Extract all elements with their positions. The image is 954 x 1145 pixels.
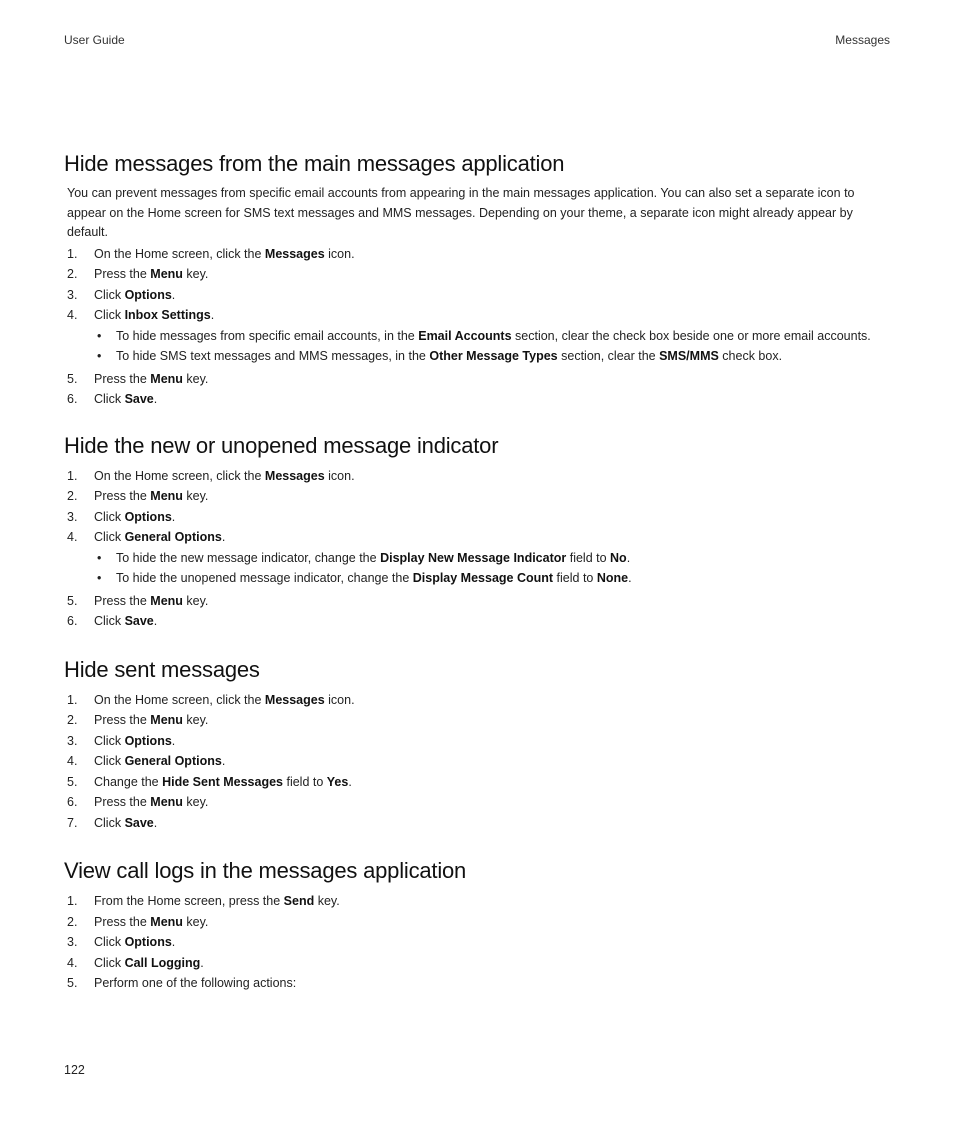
- header-guide-title: User Guide: [64, 33, 125, 47]
- step-text: Click: [94, 754, 125, 768]
- bullet-list: [94, 548, 892, 589]
- step-text: .: [348, 774, 352, 789]
- bullet-marker: •: [97, 571, 102, 585]
- step-text: .: [210, 308, 215, 322]
- step-keyword: Hide Sent Messages: [162, 774, 283, 789]
- bullet-text: field to: [553, 571, 597, 585]
- step-number: 4.: [67, 754, 78, 768]
- step-text: .: [171, 287, 176, 302]
- step-number: 1.: [67, 692, 78, 707]
- step-number: 4.: [67, 955, 78, 970]
- bullet-keyword: Other Message Types: [429, 349, 558, 363]
- step-keyword: Messages: [264, 692, 325, 707]
- step-text: .: [153, 614, 158, 628]
- step-text: Press the: [94, 914, 151, 929]
- step-text: Press the: [94, 371, 151, 386]
- step-item: [64, 953, 892, 974]
- step-text: icon.: [324, 246, 355, 261]
- step-text: icon.: [324, 468, 355, 483]
- step-number: 3.: [67, 509, 78, 524]
- step-number: 2.: [67, 489, 78, 503]
- step-text: Click: [94, 308, 125, 322]
- step-number: 4.: [67, 530, 78, 544]
- step-keyword: Options: [124, 935, 172, 949]
- section-hide-sent: [64, 656, 892, 834]
- bullet-keyword: SMS/MMS: [659, 349, 719, 363]
- step-text: Click: [94, 815, 125, 830]
- step-text: Click: [94, 287, 125, 302]
- step-item: [64, 772, 892, 793]
- step-text: field to: [283, 774, 327, 789]
- bullet-text: section, clear the: [557, 349, 660, 363]
- step-text: On the Home screen, click the: [94, 692, 265, 707]
- steps-list: [64, 891, 892, 994]
- step-text: Press the: [94, 795, 151, 809]
- bullet-item: [94, 568, 892, 589]
- step-number: 5.: [67, 371, 78, 386]
- step-keyword: Save: [124, 392, 154, 406]
- step-text: Click: [94, 530, 125, 544]
- section-heading: Hide sent messages: [64, 656, 260, 682]
- step-text: Press the: [94, 593, 151, 608]
- step-text: key.: [182, 267, 209, 281]
- step-number: 6.: [67, 614, 78, 628]
- step-keyword: Options: [124, 733, 172, 748]
- step-item: [64, 751, 892, 772]
- step-number: 5.: [67, 976, 78, 990]
- bullet-list: [94, 326, 892, 367]
- step-number: 4.: [67, 308, 78, 322]
- step-item: [64, 507, 892, 528]
- page-header: [64, 33, 890, 49]
- bullet-marker: •: [97, 550, 102, 565]
- step-keyword: Menu: [150, 371, 183, 386]
- section-heading: Hide messages from the main messages application: [64, 151, 565, 176]
- step-number: 5.: [67, 593, 78, 608]
- step-item: [64, 285, 892, 306]
- step-text: key.: [314, 894, 340, 908]
- step-text: key.: [182, 371, 209, 386]
- step-item: [64, 466, 892, 487]
- bullet-item: [94, 548, 892, 569]
- step-keyword: Menu: [150, 795, 183, 809]
- section-view-call-logs: [64, 857, 892, 994]
- step-item: [64, 891, 892, 912]
- bullet-marker: •: [97, 349, 102, 363]
- bullet-marker: •: [97, 328, 102, 343]
- step-keyword: Inbox Settings: [124, 308, 211, 322]
- step-item: [64, 369, 892, 390]
- step-keyword: General Options: [124, 530, 222, 544]
- step-text: .: [200, 955, 204, 970]
- step-item: [64, 244, 892, 265]
- bullet-item: [94, 326, 892, 347]
- step-keyword: Menu: [150, 914, 183, 929]
- step-text: key.: [182, 593, 209, 608]
- step-keyword: Menu: [150, 593, 183, 608]
- step-text: From the Home screen, press the: [94, 894, 284, 908]
- step-text: Click: [94, 509, 125, 524]
- step-text: .: [171, 509, 176, 524]
- bullet-text: .: [628, 571, 632, 585]
- step-keyword: Menu: [150, 713, 183, 727]
- section-hide-indicator: [64, 432, 892, 632]
- bullet-text: field to: [566, 550, 611, 565]
- step-text: .: [153, 392, 158, 406]
- bullet-text: To hide messages from specific email accounts, in the: [116, 328, 419, 343]
- step-text: .: [153, 815, 158, 830]
- step-keyword: Call Logging: [124, 955, 201, 970]
- step-keyword: Save: [124, 614, 154, 628]
- step-number: 3.: [67, 935, 78, 949]
- step-text: Click: [94, 733, 125, 748]
- step-number: 2.: [67, 267, 78, 281]
- bullet-keyword: None: [596, 571, 629, 585]
- step-text: .: [221, 530, 226, 544]
- step-number: 1.: [67, 894, 78, 908]
- page-content: [64, 150, 892, 994]
- step-number: 3.: [67, 733, 78, 748]
- step-number: 2.: [67, 914, 78, 929]
- section-hide-messages: [64, 150, 892, 410]
- step-item: [64, 611, 892, 632]
- step-text: .: [171, 733, 176, 748]
- steps-list: [64, 244, 892, 410]
- bullet-item: [94, 346, 892, 367]
- step-keyword: Menu: [150, 489, 183, 503]
- bullet-keyword: Email Accounts: [418, 328, 512, 343]
- step-text: .: [221, 754, 226, 768]
- step-text: key.: [182, 489, 209, 503]
- step-text: key.: [182, 795, 209, 809]
- step-text: Press the: [94, 267, 151, 281]
- header-chapter-title: Messages: [835, 33, 890, 47]
- step-number: 3.: [67, 287, 78, 302]
- step-item: [64, 690, 892, 711]
- step-keyword: Send: [283, 894, 315, 908]
- step-keyword: Menu: [150, 267, 183, 281]
- step-item: [64, 486, 892, 507]
- step-keyword: Options: [124, 287, 172, 302]
- bullet-text: section, clear the check box beside one or more email accounts.: [511, 328, 871, 343]
- bullet-keyword: No: [610, 550, 627, 565]
- bullet-text: To hide the new message indicator, change the: [116, 550, 381, 565]
- step-number: 2.: [67, 713, 78, 727]
- step-keyword: General Options: [124, 754, 222, 768]
- section-heading: Hide the new or unopened message indicator: [64, 432, 499, 458]
- page-number: 122: [64, 1063, 85, 1077]
- section-intro: You can prevent messages from specific email accounts from appearing in the main messages application. You can also set a separate icon to appear on the Home screen for SMS text messages and MMS messages. Depending on your theme, a separate icon might already appear by default.: [67, 186, 855, 239]
- step-item: [64, 527, 892, 589]
- step-text: key.: [182, 713, 209, 727]
- step-item: [64, 710, 892, 731]
- bullet-text: check box.: [718, 349, 783, 363]
- step-item: [64, 591, 892, 612]
- section-heading: View call logs in the messages application: [64, 858, 467, 883]
- step-keyword: Yes: [326, 774, 349, 789]
- step-text: Perform one of the following actions:: [94, 976, 297, 990]
- step-keyword: Messages: [264, 246, 325, 261]
- bullet-keyword: Display New Message Indicator: [380, 550, 567, 565]
- step-item: [64, 264, 892, 285]
- step-text: key.: [182, 914, 209, 929]
- step-number: 5.: [67, 774, 78, 789]
- step-text: Press the: [94, 489, 151, 503]
- step-number: 7.: [67, 815, 78, 830]
- step-keyword: Messages: [264, 468, 325, 483]
- step-keyword: Save: [124, 815, 154, 830]
- step-item: [64, 932, 892, 953]
- step-text: Click: [94, 614, 125, 628]
- step-item: [64, 305, 892, 367]
- step-text: On the Home screen, click the: [94, 246, 265, 261]
- step-text: Change the: [94, 774, 163, 789]
- steps-list: [64, 690, 892, 834]
- step-text: Click: [94, 955, 125, 970]
- bullet-text: To hide the unopened message indicator, change the: [116, 571, 413, 585]
- step-item: [64, 912, 892, 933]
- step-number: 6.: [67, 795, 78, 809]
- step-item: [64, 973, 892, 994]
- bullet-text: .: [626, 550, 631, 565]
- step-text: Press the: [94, 713, 151, 727]
- step-number: 1.: [67, 468, 78, 483]
- step-item: [64, 813, 892, 834]
- steps-list: [64, 466, 892, 632]
- step-keyword: Options: [124, 509, 172, 524]
- bullet-text: To hide SMS text messages and MMS messages, in the: [116, 349, 430, 363]
- step-text: Click: [94, 935, 125, 949]
- bullet-keyword: Display Message Count: [412, 571, 554, 585]
- step-item: [64, 792, 892, 813]
- step-item: [64, 389, 892, 410]
- step-number: 6.: [67, 392, 78, 406]
- step-text: On the Home screen, click the: [94, 468, 265, 483]
- step-number: 1.: [67, 246, 78, 261]
- step-text: icon.: [324, 692, 355, 707]
- step-text: Click: [94, 392, 125, 406]
- step-text: .: [171, 935, 176, 949]
- step-item: [64, 731, 892, 752]
